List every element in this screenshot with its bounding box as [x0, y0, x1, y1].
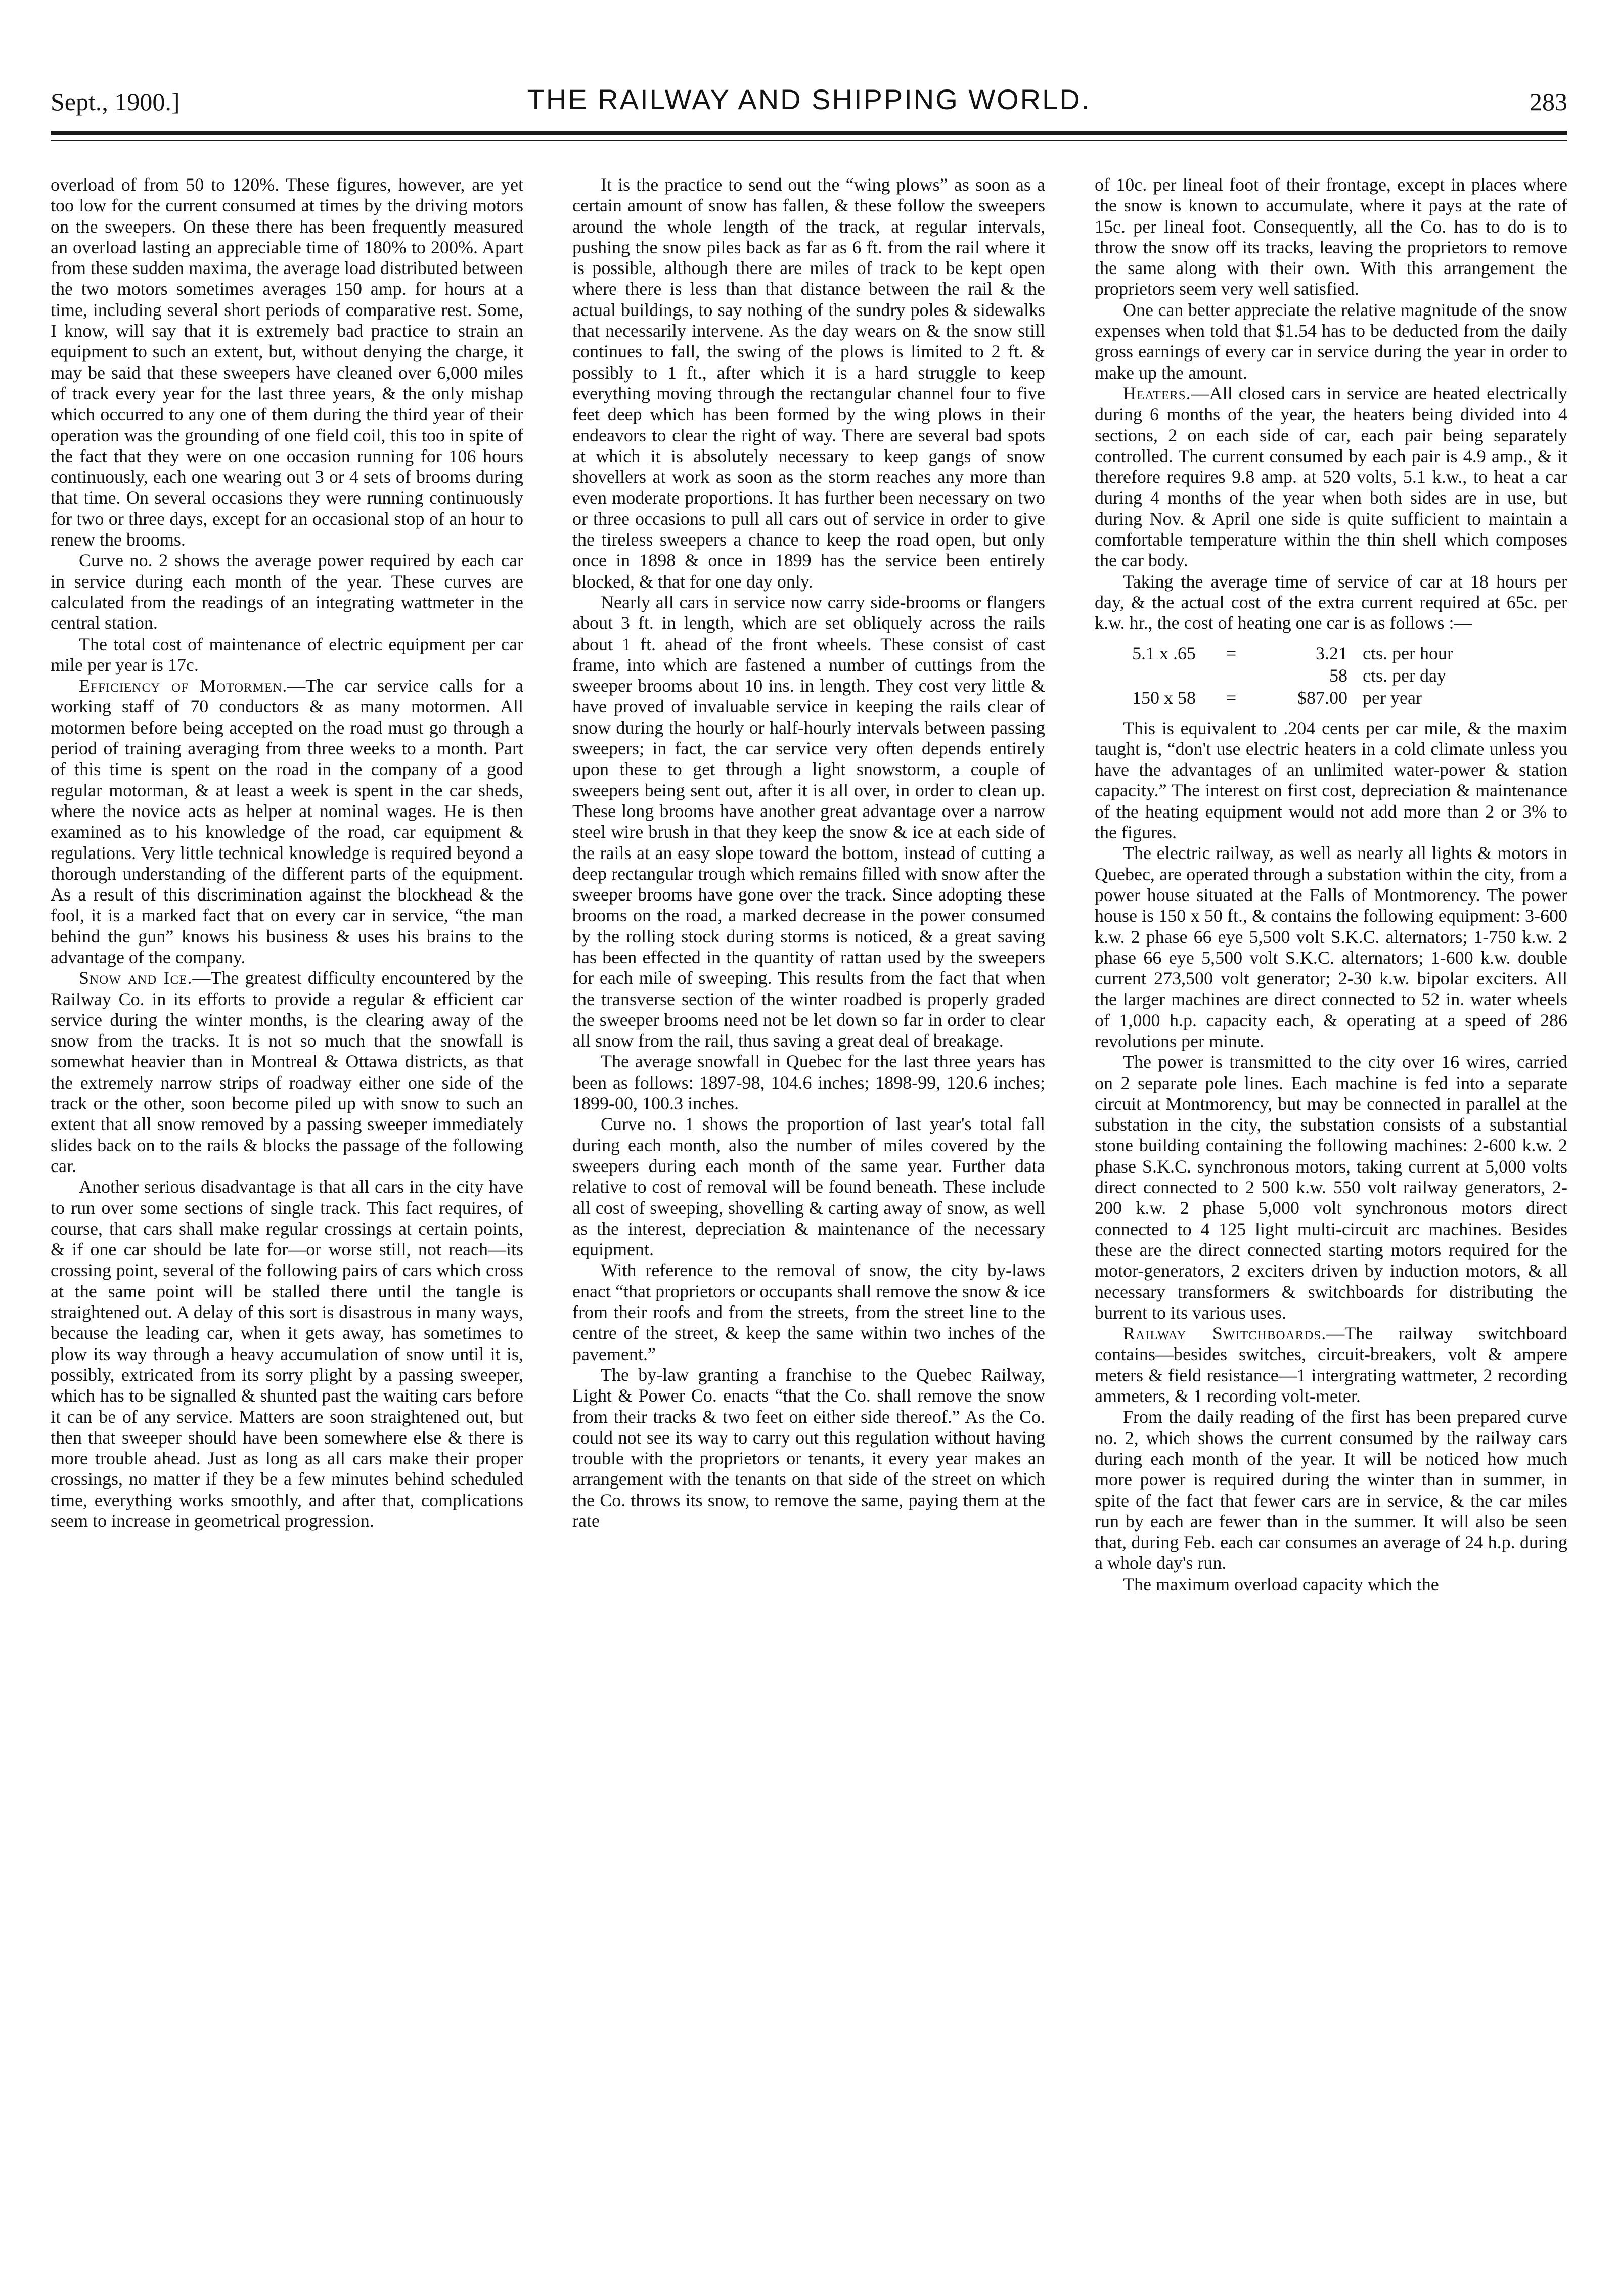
column-left [51, 174, 523, 2263]
calc-row [1095, 642, 1567, 664]
paragraph-text: —The greatest difficulty encountered by the Railway Co. in its efforts to provide a regular & efficient car service during the winter months, is the clearing away of the snow from the tracks. It is not so much that the snowfall is somewhat heavier than in Montreal & Ottawa districts, as that the extremely narrow strips of roadway either one side of the track or the other, soon become piled up with snow to such an extent that all snow removed by a passing sweeper immediately slides back on to the rails & blocks the passage of the following car. [51, 968, 523, 1176]
paragraph-text: —All closed cars in service are heated electrically during 6 months of the year, the heaters being divided into 4 sections, 2 on each side of car, each pair being separately controlled. The current consumed by each pair is 4.9 amp., & it therefore requires 9.8 amp. at 520 volts, 5.1 k.w., to heat a car during 4 months of the year when both sides are in use, but during Nov. & April one side is quite sufficient to maintain a comfortable temperature within the thin shell which composes the car body. [1095, 383, 1567, 571]
paragraph: Curve no. 2 shows the average power required by each car in service during each month of the year. These curves are calculated from the readings of an integrating wattmeter in the central station. [51, 550, 523, 634]
calc-equals: = [1226, 687, 1237, 708]
paragraph: The power is transmitted to the city over 16 wires, carried on 2 separate pole lines. Each machine is fed into a separate circuit at Montmorency, but may be connected in parallel at the substation in the city, the substation consists of a substantial stone building containing the following machines: 2-600 k.w. 2 phase S.K.C. synchronous motors, taking current at 5,000 volts direct connected to 2 500 k.w. 550 volt railway generators, 2-200 k.w. 2 phase 5,000 volt synchronous motors direct connected to 4 125 light multi-circuit arc machines. Besides these are the direct connected starting motors required for the motor-generators, 2 exciters driven by induction motors, & all necessary transformers & switchboards for distributing the burrent to its various uses. [1095, 1052, 1567, 1323]
paragraph: The by-law granting a franchise to the Quebec Railway, Light & Power Co. enacts “that the Co. shall remove the snow from their tracks & two feet on either side thereof.” As the Co. could not see its way to carry out this regulation without having trouble with the proprietors or tenants, it every year makes an arrangement with the tenants on that side of the street on which the Co. throws its snow, to remove the same, paying them at the rate [572, 1364, 1045, 1531]
heating-cost-calculation [1095, 642, 1567, 709]
calc-unit: cts. per day [1363, 665, 1446, 686]
paragraph: overload of from 50 to 120%. These figures, however, are yet too low for the current consumed at times by the driving motors on the sweepers. On these there has been frequently measured an overload lasting an appreciable time of 180% to 200%. Apart from these sudden maxima, the average load distributed between the two motors sometimes averages 150 amp. for hours at a time, including several short periods of comparative rest. Some, I know, will say that it is extremely bad practice to strain an equipment to such an extent, but, without denying the charge, it may be said that these sweepers have cleaned over 6,000 miles of track every year for the last three years, & the only mishap which occurred to any one of them during the third year of their operation was the grounding of one field coil, this too in spite of the fact that they were on one occasion running for 106 hours continuously, each one wearing out 3 or 4 sets of brooms during that time. On several occasions they were running continuously for two or three days, except for an occasional stop of an hour to renew the brooms. [51, 174, 523, 550]
paragraph: The average snowfall in Quebec for the last three years has been as follows: 1897-98, 104.6 inches; 1898-99, 120.6 inches; 1899-00, 100.3 inches. [572, 1051, 1045, 1114]
section-heading: Heaters. [1123, 383, 1191, 403]
calc-value: 3.21 [1316, 643, 1347, 663]
calc-row [1095, 687, 1567, 709]
section-heading: Efficiency of Motormen. [79, 676, 288, 696]
paragraph [51, 968, 523, 1177]
paragraph: The electric railway, as well as nearly all lights & motors in Quebec, are operated through a substation within the city, from a power house situated at the Falls of Montmorency. The power house is 150 x 50 ft., & contains the following equipment: 3-600 k.w. 2 phase 66 eye 5,500 volt S.K.C. alternators; 1-750 k.w. 2 phase 66 eye 5,500 volt S.K.C. alternators; 1-600 k.w. double current 273,500 volt generator; 2-30 k.w. bipolar exciters. All the larger machines are direct connected to 52 in. water wheels of 1,000 h.p. capacity each, & operating at a speed of 286 revolutions per minute. [1095, 843, 1567, 1051]
paragraph: This is equivalent to .204 cents per car mile, & the maxim taught is, “don't use electric heaters in a cold climate unless you have the advantages of an unlimited water-power & station capacity.” The interest on first cost, depreciation & maintenance of the heating equipment would not add more than 2 or 3% to the figures. [1095, 717, 1567, 843]
calc-equals: = [1226, 643, 1237, 663]
paragraph [1095, 1323, 1567, 1407]
calc-expression: 150 x 58 [1132, 687, 1196, 708]
calc-value: 58 [1329, 665, 1347, 686]
calc-unit: per year [1363, 687, 1422, 708]
running-header [51, 76, 1567, 131]
paragraph: Another serious disadvantage is that all cars in the city have to run over some sections of single track. This fact requires, of course, that cars shall make regular crossings at certain points, & if one car should be late for—or worse still, not reach—its crossing point, several of the following pairs of cars which cross at the same point will be stalled there until the tangle is straightened out. A delay of this sort is disastrous in many ways, because the leading car, when it gets away, has sometimes to plow its way through a heavy accumulation of snow until it is, possibly, extricated from its sorry plight by a passing sweeper, which has to be signalled & shunted past the waiting cars before it can be of any service. Matters are soon straightened out, but then that sweeper should have been somewhere else & there is more trouble ahead. Just as long as all cars make their proper crossings, no matter if they be a few minutes behind scheduled time, everything works smoothly, and after that, complications seem to increase in geometrical progression. [51, 1177, 523, 1531]
paragraph: The maximum overload capacity which the [1123, 1573, 1439, 1594]
paragraph: From the daily reading of the first has been prepared curve no. 2, which shows the current consumed by the railway cars during each month of the year. It will be noticed how much more power is required during the winter than in summer, in spite of the fact that fewer cars are in service, & the car miles run by each are fewer than in the summer. It will also be seen that, during Feb. each car consumes an average of 24 h.p. during a whole day's run. [1095, 1407, 1567, 1573]
calc-unit: cts. per hour [1363, 643, 1453, 663]
page-number: 283 [1530, 87, 1567, 116]
paragraph: Nearly all cars in service now carry side-brooms or flangers about 3 ft. in length, which are set obliquely across the rails about 1 ft. ahead of the front wheels. These consist of cast frame, into which are fastened a number of cuttings from the sweeper brooms about 10 ins. in length. They cost very little & have proved of invaluable service in keeping the rails clear of snow during the hourly or half-hourly intervals between passing sweepers; in fact, the car service very often depends entirely upon these to get through a light snowstorm, a couple of sweepers being sent out, after it is all over, in order to clean up. These long brooms have another great advantage over a narrow steel wire brush in that they keep the snow & ice at each side of the rails at an easy slope toward the bottom, instead of cutting a deep rectangular trough which remains filled with snow after the sweeper brooms have gone over the track. Since adopting these brooms on the road, a marked decrease in the power consumed by the rolling stock during storms is noticed, & a great saving has been effected in the quantity of rattan used by the sweepers for each mile of sweeping. This results from the fact that when the transverse section of the winter roadbed is properly graded the sweeper brooms need not be let down so far in order to clear all snow from the rail, thus saving a great deal of breakage. [572, 592, 1045, 1051]
article-columns [51, 174, 1567, 2263]
calc-expression: 5.1 x .65 [1132, 643, 1196, 663]
publication-title: THE RAILWAY AND SHIPPING WORLD. [527, 83, 1091, 115]
calc-row [1095, 664, 1567, 687]
paragraph: With reference to the removal of snow, the city by-laws enact “that proprietors or occupants shall remove the snow & ice from their roofs and from the streets, from the street line to the centre of the street, & keep the same within two inches of the pavement.” [572, 1260, 1045, 1364]
paragraph: Taking the average time of service of car at 18 hours per day, & the actual cost of the extra current required at 65c. per k.w. hr., the cost of heating one car is as follows :— [1095, 571, 1567, 634]
section-heading: Snow and Ice. [79, 968, 193, 988]
paragraph: of 10c. per lineal foot of their frontage, except in places where the snow is known to accumulate, where it pays at the rate of 15c. per lineal foot. Consequently, all the Co. has to do is to throw the snow off its tracks, leaving the proprietors to remove the same along with their own. With this arrangement the proprietors seem very well satisfied. [1095, 174, 1567, 299]
paragraph-text: —The railway switchboard contains—besides switches, circuit-breakers, volt & ampere meters & field resistance—1 intergrating wattmeter, 2 recording ammeters, & 1 recording volt-meter. [1095, 1323, 1567, 1407]
calc-value: $87.00 [1297, 687, 1347, 708]
paragraph: One can better appreciate the relative magnitude of the snow expenses when told that $1.54 has to be deducted from the daily gross earnings of every car in service during the year in order to make up the amount. [1095, 299, 1567, 383]
issue-date: Sept., 1900.] [51, 87, 180, 116]
calc-expression [1095, 664, 1196, 687]
calc-equals [1196, 664, 1267, 687]
paragraph: It is the practice to send out the “wing plows” as soon as a certain amount of snow has fallen, & these follow the sweepers around the whole length of the track, at regular intervals, pushing the snow piles back as far as 6 ft. from the rail where it is possible, although there are miles of track to be kept open where there is less than that distance between the rail & the actual buildings, to say nothing of the sundry poles & sidewalks that necessarily intervene. As the day wears on & the snow still continues to fall, the swing of the plows is limited to 2 ft. & possibly to 1 ft., after which it is a hard struggle to keep everything moving through the rectangular channel four to five feet deep which has been formed by the wing plows in their endeavors to clear the right of way. There are several bad spots at which it is absolutely necessary to keep gangs of snow shovellers at work as soon as the storm reaches any more than even moderate proportions. It has further been necessary on two or three occasions to pull all cars out of service in order to give the tireless sweepers a chance to keep the road open, but only once in 1898 & once in 1899 has the service been entirely blocked, & that for one day only. [572, 174, 1045, 592]
paragraph-text: —The car service calls for a working staff of 70 conductors & as many motormen. All motormen before being accepted on the road must go through a period of training averaging from three weeks to a month. Part of this time is spent on the road in the company of a good regular motorman, & at least a week is spent in the car sheds, where the novice acts as helper at nominal wages. He is then examined as to his knowledge of the road, car equipment & regulations. Very little technical knowledge is required beyond a thorough understanding of the different parts of the equipment. As a result of this discrimination against the blockhead & the fool, it is a marked fact that on every car in service, “the man behind the gun” knows his business & uses his brains to the advantage of the company. [51, 676, 523, 967]
header-rule-thick [51, 131, 1567, 135]
header-rule-thin [51, 140, 1567, 141]
section-heading: Railway Switchboards. [1123, 1323, 1327, 1344]
paragraph [1095, 383, 1567, 571]
paragraph: The total cost of maintenance of electric equipment per car mile per year is 17c. [51, 634, 523, 675]
paragraph [51, 676, 523, 968]
column-middle [572, 174, 1045, 2263]
paragraph: Curve no. 1 shows the proportion of last year's total fall during each month, also the number of miles covered by the sweepers during each month of the same year. Further data relative to cost of removal will be found beneath. These include all cost of sweeping, shovelling & carting away of snow, as well as the interest, depreciation & maintenance of the necessary equipment. [572, 1114, 1045, 1260]
column-right [1095, 174, 1567, 2263]
